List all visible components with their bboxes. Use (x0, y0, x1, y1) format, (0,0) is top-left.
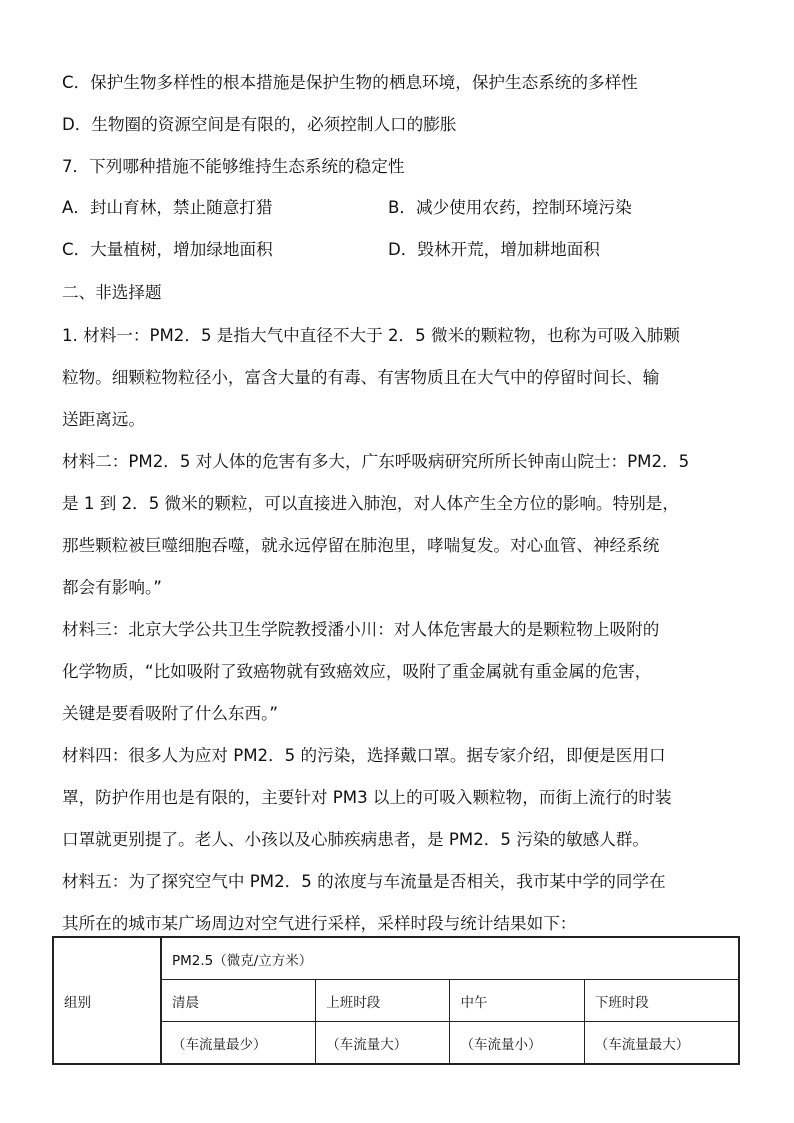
table-row (53, 937, 739, 980)
period-cell-commute-home: 下班时段 (584, 980, 739, 1022)
material1-line-1: 1. 材料一：PM2．5 是指大气中直径不大于 2．5 微米的颗粒物，也称为可吸入肺颗 (62, 326, 680, 345)
q7-option-c: C．大量植树，增加绿地面积 (62, 240, 273, 259)
q7-options-cd (62, 239, 600, 261)
pm25-table (52, 936, 740, 1065)
material3-line-3: 关键是要看吸附了什么东西。” (62, 704, 279, 723)
material4-line-3: 口罩就更别提了。老人、小孩以及心肺疾病患者，是 PM2．5 污染的敏感人群。 (62, 830, 649, 849)
group-header-cell: 组别 (53, 937, 161, 1064)
section-title: 二、非选择题 (62, 283, 162, 302)
q7-option-d: D．毁林开荒，增加耕地面积 (388, 240, 600, 259)
material1-line-3: 送距离远。 (62, 410, 145, 429)
traffic-cell-noon: （车流量小） (450, 1022, 584, 1065)
q7-stem: 7．下列哪种措施不能够维持生态系统的稳定性 (62, 157, 405, 176)
period-cell-noon: 中午 (450, 980, 584, 1022)
material2-line-4: 都会有影响。” (62, 578, 162, 597)
period-cell-commute-to-work: 上班时段 (316, 980, 450, 1022)
q7-option-b: B．减少使用农药，控制环境污染 (388, 198, 632, 217)
material2-line-3: 那些颗粒被巨噬细胞吞噬，就永远停留在肺泡里，哮喘复发。对心血管、神经系统 (62, 536, 660, 555)
material3-line-2: 化学物质，“比如吸附了致癌物就有致癌效应，吸附了重金属就有重金属的危害， (62, 662, 652, 681)
q7-option-a: A．封山育林，禁止随意打猎 (62, 198, 273, 217)
material1-line-2: 粒物。细颗粒物粒径小，富含大量的有毒、有害物质且在大气中的停留时间长、输 (62, 368, 660, 387)
material4-line-2: 罩，防护作用也是有限的，主要针对 PM3 以上的可吸入颗粒物，而街上流行的时装 (62, 788, 672, 807)
q6-option-c: C．保护生物多样性的根本措施是保护生物的栖息环境，保护生态系统的多样性 (62, 73, 638, 92)
material5-line-1: 材料五：为了探究空气中 PM2．5 的浓度与车流量是否相关，我市某中学的同学在 (62, 872, 666, 891)
q6-option-d: D．生物圈的资源空间是有限的，必须控制人口的膨胀 (62, 115, 457, 134)
q7-options-ab (62, 197, 632, 219)
material3-line-1: 材料三：北京大学公共卫生学院教授潘小川：对人体危害最大的是颗粒物上吸附的 (62, 620, 660, 639)
traffic-cell-morning: （车流量最少） (161, 1022, 316, 1065)
traffic-cell-commute-home: （车流量最大） (584, 1022, 739, 1065)
material2-line-1: 材料二：PM2．5 对人体的危害有多大，广东呼吸病研究所所长钟南山院士：PM2．5 (62, 452, 690, 471)
traffic-cell-commute-to-work: （车流量大） (316, 1022, 450, 1065)
pm-header-cell: PM2.5（微克/立方米） (161, 937, 739, 980)
material2-line-2: 是 1 到 2．5 微米的颗粒，可以直接进入肺泡，对人体产生全方位的影响。特别是， (62, 494, 679, 513)
material4-line-1: 材料四：很多人为应对 PM2．5 的污染，选择戴口罩。据专家介绍，即便是医用口 (62, 746, 666, 765)
period-cell-morning: 清晨 (161, 980, 316, 1022)
material5-line-2: 其所在的城市某广场周边对空气进行采样，采样时段与统计结果如下： (62, 914, 577, 933)
